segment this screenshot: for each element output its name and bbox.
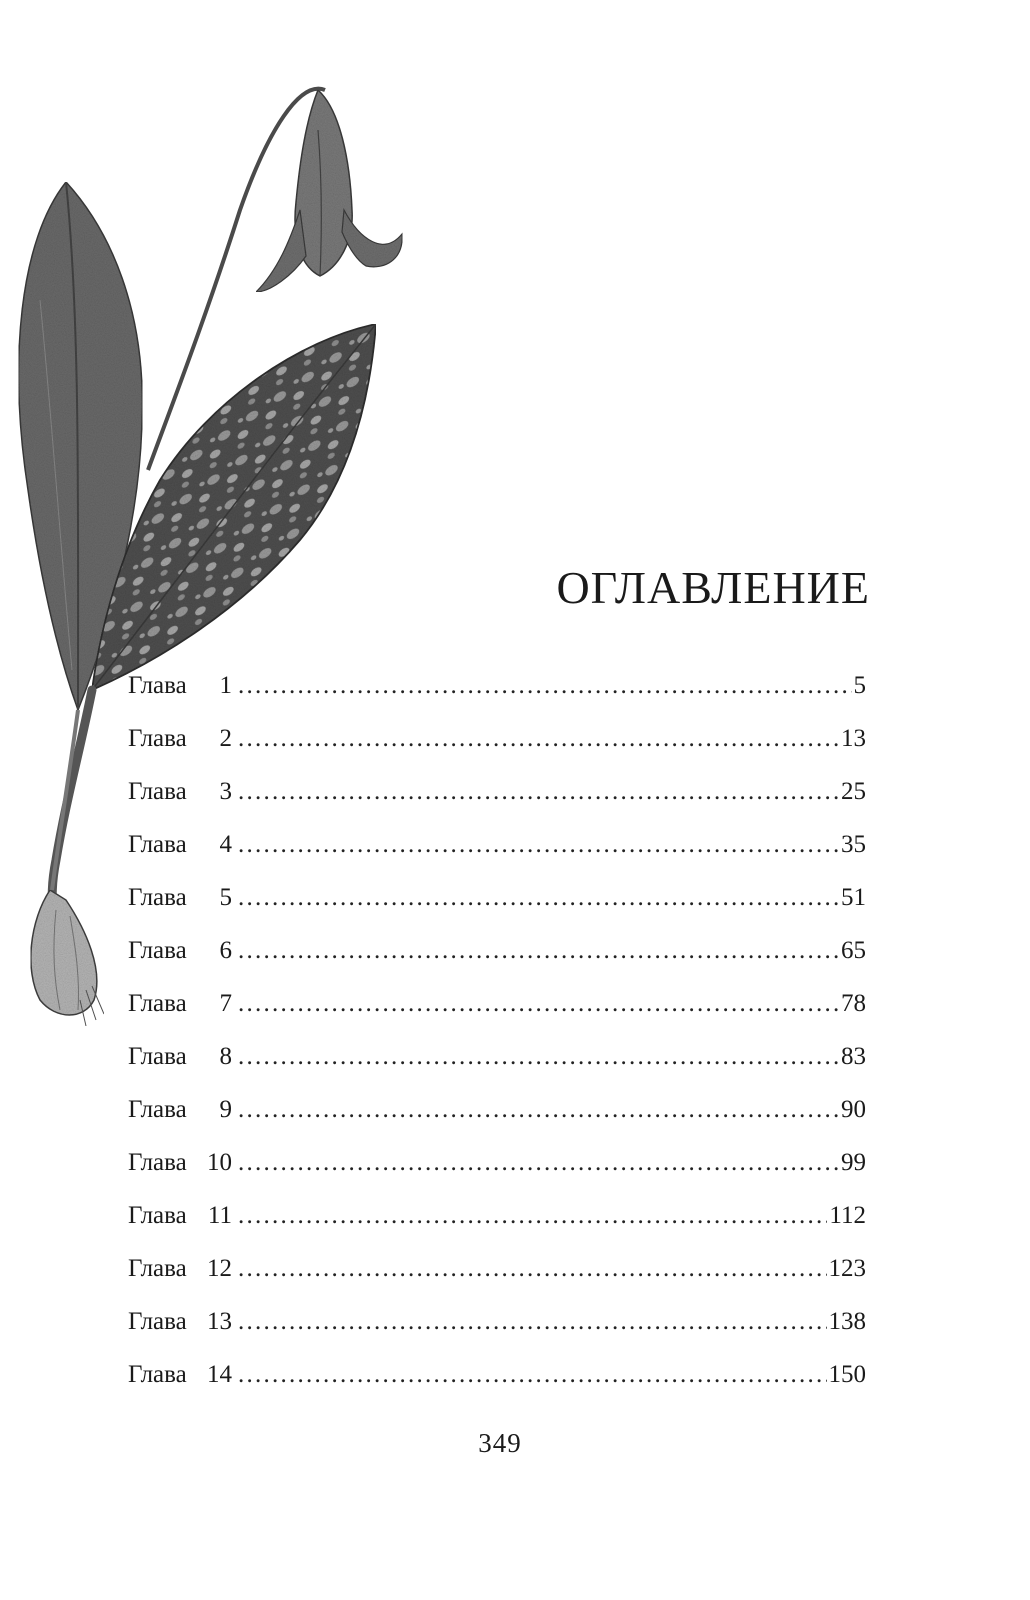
toc-entry[interactable] [128, 929, 866, 982]
toc-entry[interactable] [128, 1353, 866, 1406]
dot-leader [238, 1088, 839, 1132]
toc-entry-label [128, 823, 232, 867]
toc-page-number: 90 [841, 1096, 866, 1123]
dot-leader [238, 1194, 827, 1238]
toc-entry[interactable] [128, 1141, 866, 1194]
toc-entry[interactable] [128, 770, 866, 823]
toc-entry-label [128, 1035, 232, 1079]
chapter-number: 1 [219, 672, 232, 699]
chapter-number: 7 [219, 990, 232, 1017]
toc-page-number: 78 [841, 990, 866, 1017]
chapter-number: 9 [219, 1096, 232, 1123]
dot-leader [238, 770, 839, 814]
dot-leader [238, 1247, 827, 1291]
chapter-word: Глава [128, 937, 187, 964]
toc-page-number: 13 [841, 725, 866, 752]
chapter-word: Глава [128, 725, 187, 752]
toc-entry-label [128, 982, 232, 1026]
toc-entry-label [128, 929, 232, 973]
chapter-number: 8 [219, 1043, 232, 1070]
chapter-number: 10 [207, 1149, 232, 1176]
toc-page-number: 138 [828, 1308, 866, 1335]
chapter-word: Глава [128, 1149, 187, 1176]
flower-bloom [256, 90, 402, 292]
toc-page-number: 123 [828, 1255, 866, 1282]
toc-entry[interactable] [128, 717, 866, 770]
main-stem [52, 690, 92, 930]
toc-entry[interactable] [128, 1088, 866, 1141]
toc-entry-label [128, 1353, 232, 1397]
chapter-word: Глава [128, 778, 187, 805]
bulb [31, 890, 104, 1026]
chapter-number: 14 [207, 1361, 232, 1388]
chapter-word: Глава [128, 672, 187, 699]
toc-page-number: 112 [829, 1202, 866, 1229]
toc-entry-label [128, 770, 232, 814]
chapter-word: Глава [128, 1043, 187, 1070]
toc-entry-label [128, 664, 232, 708]
toc-list [128, 664, 866, 1406]
chapter-number: 3 [219, 778, 232, 805]
toc-entry[interactable] [128, 876, 866, 929]
chapter-word: Глава [128, 1308, 187, 1335]
toc-entry[interactable] [128, 1194, 866, 1247]
toc-entry-label [128, 1194, 232, 1238]
toc-entry-label [128, 1247, 232, 1291]
dot-leader [238, 717, 839, 761]
chapter-word: Глава [128, 884, 187, 911]
toc-page-number: 51 [841, 884, 866, 911]
toc-entry-label [128, 717, 232, 761]
chapter-word: Глава [128, 990, 187, 1017]
toc-page-number: 35 [841, 831, 866, 858]
dot-leader [238, 1141, 839, 1185]
dot-leader [238, 1035, 839, 1079]
page-number: 349 [478, 1428, 522, 1458]
toc-entry[interactable] [128, 1300, 866, 1353]
toc-page-number: 5 [853, 672, 866, 699]
dot-leader [238, 1300, 827, 1344]
chapter-word: Глава [128, 831, 187, 858]
toc-entry[interactable] [128, 982, 866, 1035]
dot-leader [238, 664, 852, 708]
toc-page-number: 65 [841, 937, 866, 964]
chapter-number: 13 [207, 1308, 232, 1335]
dot-leader [238, 876, 839, 920]
page-title: ОГЛАВЛЕНИЕ [556, 562, 870, 613]
toc-page-number: 83 [841, 1043, 866, 1070]
toc-entry[interactable] [128, 1035, 866, 1088]
toc-entry-label [128, 1088, 232, 1132]
toc-page-number: 150 [828, 1361, 866, 1388]
chapter-number: 11 [207, 1202, 232, 1229]
toc-entry[interactable] [128, 823, 866, 876]
chapter-number: 12 [207, 1255, 232, 1282]
toc-entry-label [128, 876, 232, 920]
chapter-word: Глава [128, 1255, 187, 1282]
chapter-number: 5 [219, 884, 232, 911]
chapter-number: 2 [219, 725, 232, 752]
dot-leader [238, 823, 839, 867]
chapter-number: 4 [219, 831, 232, 858]
chapter-number: 6 [219, 937, 232, 964]
toc-entry-label [128, 1300, 232, 1344]
toc-entry[interactable] [128, 664, 866, 717]
dot-leader [238, 1353, 827, 1397]
chapter-word: Глава [128, 1202, 187, 1229]
dot-leader [238, 929, 839, 973]
toc-entry[interactable] [128, 1247, 866, 1300]
chapter-word: Глава [128, 1361, 187, 1388]
dot-leader [238, 982, 839, 1026]
toc-entry-label [128, 1141, 232, 1185]
toc-page-number: 25 [841, 778, 866, 805]
chapter-word: Глава [128, 1096, 187, 1123]
toc-page-number: 99 [841, 1149, 866, 1176]
